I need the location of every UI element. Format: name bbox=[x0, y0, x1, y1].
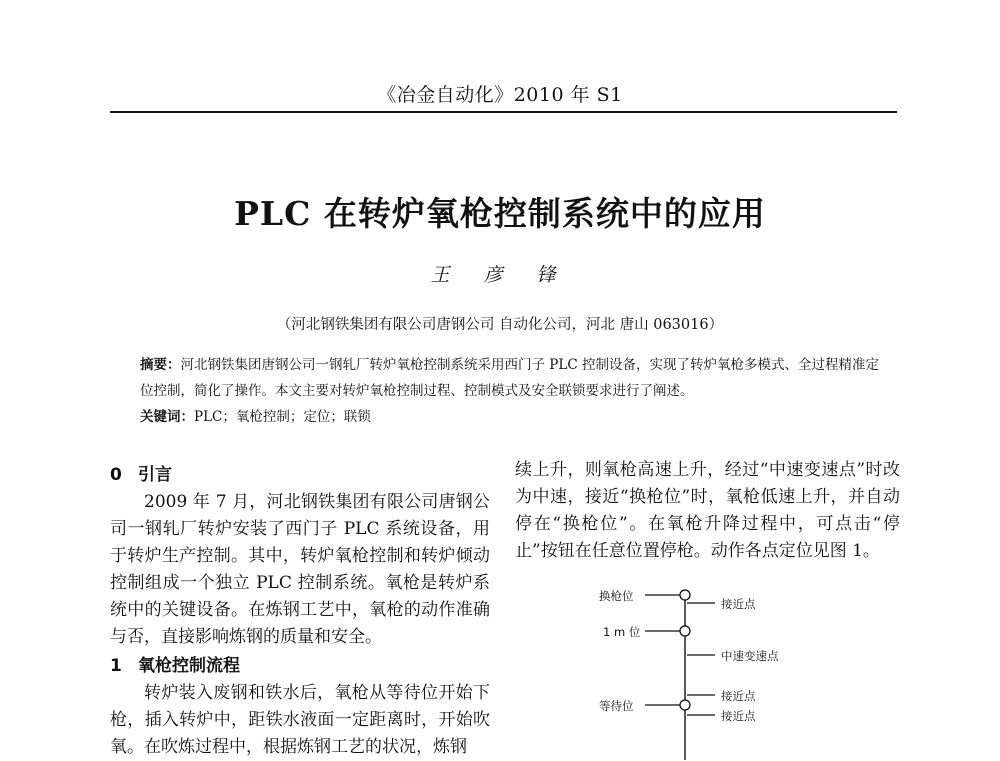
figure-label-left: 1 m 位 bbox=[603, 625, 641, 639]
diagram-lines bbox=[595, 585, 795, 760]
section-number: 0 bbox=[110, 465, 122, 485]
keywords-text: PLC；氧枪控制；定位；联锁 bbox=[194, 409, 371, 425]
author-affiliation: （河北钢铁集团有限公司唐钢公司 自动化公司，河北 唐山 063016） bbox=[276, 317, 724, 333]
header-rule bbox=[110, 111, 897, 113]
figure-label-right: 中速变速点 bbox=[721, 649, 779, 663]
position-node bbox=[680, 590, 690, 600]
figure-label-right: 接近点 bbox=[721, 597, 756, 611]
figure-label-left: 换枪位 bbox=[599, 589, 634, 603]
lance-position-diagram bbox=[595, 585, 795, 760]
keywords bbox=[140, 404, 880, 430]
section-heading-0 bbox=[110, 462, 490, 489]
keywords-label: 关键词： bbox=[140, 409, 194, 425]
abstract bbox=[140, 352, 880, 404]
article-title: PLC 在转炉氧枪控制系统中的应用 bbox=[234, 194, 766, 233]
running-header: 《冶金自动化》2010 年 S1 bbox=[377, 84, 623, 106]
section-title: 引言 bbox=[138, 465, 172, 485]
section-heading-1 bbox=[110, 653, 490, 680]
position-node bbox=[680, 626, 690, 636]
position-node bbox=[680, 700, 690, 710]
figure-label-right: 接近点 bbox=[721, 689, 756, 703]
left-column bbox=[110, 462, 490, 761]
article-author: 王 彦 锋 bbox=[430, 264, 570, 286]
abstract-label: 摘要： bbox=[140, 357, 181, 373]
right-column bbox=[515, 457, 900, 565]
figure-label-left: 等待位 bbox=[599, 699, 634, 713]
section-1-paragraph: 转炉装入废钢和铁水后，氧枪从等待位开始下枪，插入转炉中，距铁水液面一定距离时，开始吹氧。在吹炼过程中，根据炼钢工艺的状况，炼钢 bbox=[110, 683, 490, 757]
section-title: 氧枪控制流程 bbox=[138, 656, 240, 676]
abstract-text: 河北钢铁集团唐钢公司一钢轧厂转炉氧枪控制系统采用西门子 PLC 控制设备，实现了转炉氧枪多模式、全过程精准定位控制，简化了操作。本文主要对转炉氧枪控制过程、控制模式及安全联锁要求进行了阐述。 bbox=[140, 357, 879, 399]
figure-label-right: 接近点 bbox=[721, 709, 756, 723]
right-column-paragraph: 续上升，则氧枪高速上升，经过“中速变速点”时改为中速，接近“换枪位”时，氧枪低速上升，并自动停在“换枪位”。在氧枪升降过程中，可点击“停止”按钮在任意位置停枪。动作各点定位见图 1。 bbox=[515, 460, 900, 561]
section-0-paragraph: 2009 年 7 月，河北钢铁集团有限公司唐钢公司一钢轧厂转炉安装了西门子 PLC 系统设备，用于转炉生产控制。其中，转炉氧枪控制和转炉倾动控制组成一个独立 PLC 控制系统。氧枪是转炉系统中的关键设备。在炼钢工艺中，氧枪的动作准确与否，直接影响炼钢的质量和安全。 bbox=[110, 492, 490, 647]
section-number: 1 bbox=[110, 656, 122, 676]
